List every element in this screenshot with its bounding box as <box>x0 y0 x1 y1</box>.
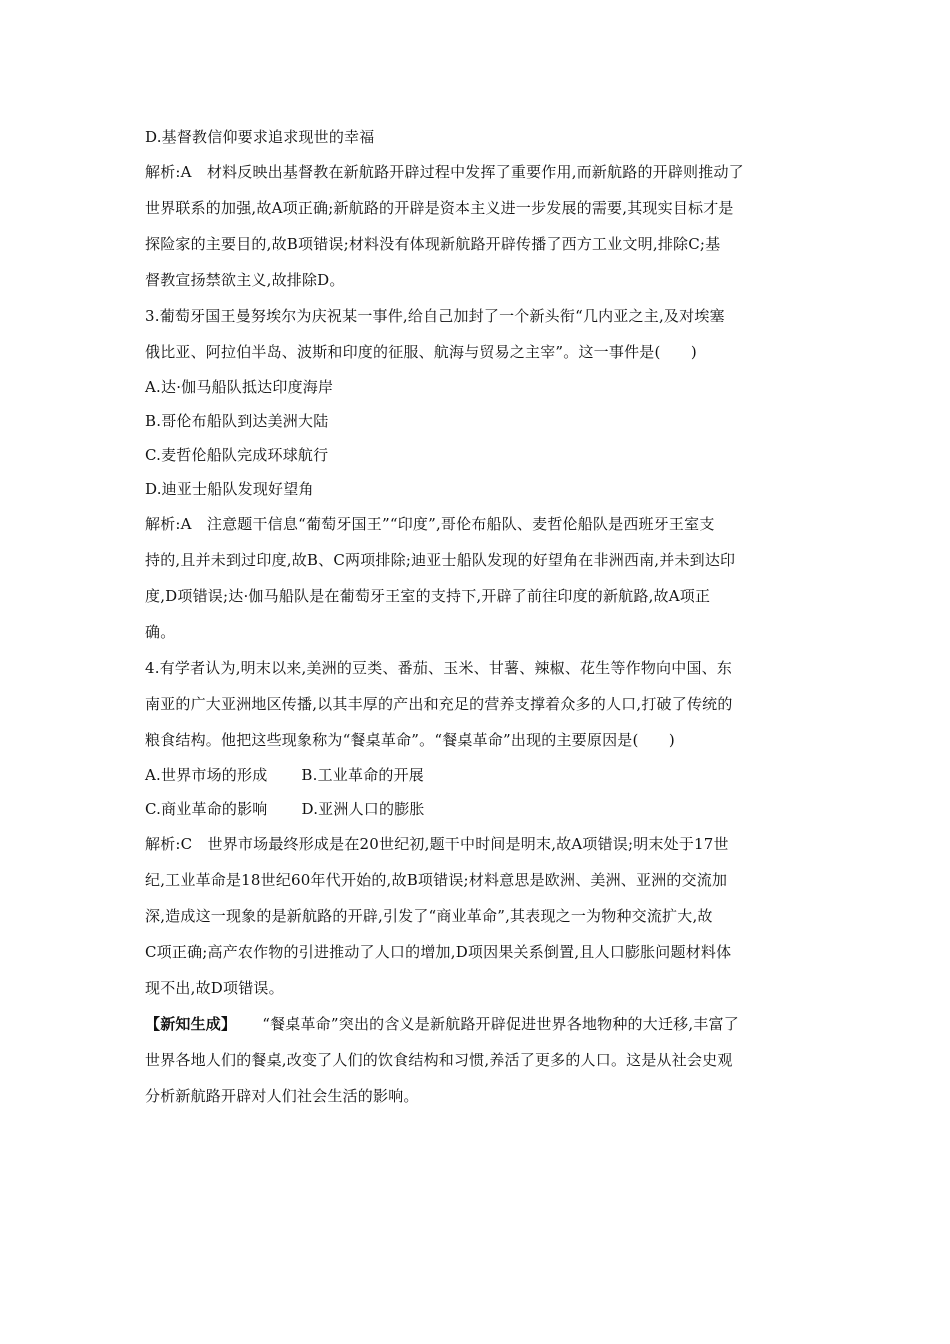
analysis-line: 解析:A 注意题干信息“葡萄牙国王”“印度”,哥伦布船队、麦哲伦船队是西班牙王室支 <box>145 515 715 533</box>
option-d: D.迪亚士船队发现好望角 <box>145 480 314 498</box>
analysis-line: 探险家的主要目的,故B项错误;材料没有体现新航路开辟传播了西方工业文明,排除C;基 <box>145 235 721 253</box>
option-c: C.麦哲伦船队完成环球航行 <box>145 446 329 464</box>
new-knowledge-line: 世界各地人们的餐桌,改变了人们的饮食结构和习惯,养活了更多的人口。这是从社会史观 <box>145 1051 733 1069</box>
analysis-line: 督教宣扬禁欲主义,故排除D。 <box>145 271 345 289</box>
new-knowledge-line: 分析新航路开辟对人们社会生活的影响。 <box>145 1087 419 1105</box>
question-3 <box>145 298 815 650</box>
option-d: D.亚洲人口的膨胀 <box>301 800 425 818</box>
section-tag: 【新知生成】 <box>145 1015 237 1033</box>
option-b: B.哥伦布船队到达美洲大陆 <box>145 412 329 430</box>
analysis-line: 持的,且并未到过印度,故B、C两项排除;迪亚士船队发现的好望角在非洲西南,并未到达印 <box>145 551 736 569</box>
analysis-line: 度,D项错误;达·伽马船队是在葡萄牙王室的支持下,开辟了前往印度的新航路,故A项正 <box>145 587 711 605</box>
analysis-line: 确。 <box>145 623 176 641</box>
option-c: C.商业革命的影响 <box>145 800 268 818</box>
analysis-block-1 <box>145 154 815 298</box>
analysis-line: 现不出,故D项错误。 <box>145 979 284 997</box>
document-page <box>145 120 815 1114</box>
question-stem-line: 粮食结构。他把这些现象称为“餐桌革命”。“餐桌革命”出现的主要原因是( ) <box>145 731 675 749</box>
analysis-line: C项正确;高产农作物的引进推动了人口的增加,D项因果关系倒置,且人口膨胀问题材料体 <box>145 943 732 961</box>
options-row-2 <box>145 792 815 826</box>
question-stem-line: 南亚的广大亚洲地区传播,以其丰厚的产出和充足的营养支撑着众多的人口,打破了传统的 <box>145 695 733 713</box>
analysis-line: 深,造成这一现象的是新航路的开辟,引发了“商业革命”,其表现之一为物种交流扩大,故 <box>145 907 713 925</box>
question-stem-line: 俄比亚、阿拉伯半岛、波斯和印度的征服、航海与贸易之主宰”。这一事件是( ) <box>145 343 697 361</box>
question-stem-line: 4.有学者认为,明末以来,美洲的豆类、番茄、玉米、甘薯、辣椒、花生等作物向中国、东 <box>145 659 733 677</box>
option-a: A.世界市场的形成 <box>145 766 268 784</box>
new-knowledge-text: “餐桌革命”突出的含义是新航路开辟促进世界各地物种的大迁移,丰富了 <box>262 1015 739 1033</box>
option-a: A.达·伽马船队抵达印度海岸 <box>145 378 334 396</box>
analysis-line: 纪,工业革命是18世纪60年代开始的,故B项错误;材料意思是欧洲、美洲、亚洲的交流加 <box>145 871 728 889</box>
question-4 <box>145 650 815 1006</box>
option-b: B.工业革命的开展 <box>301 766 424 784</box>
new-knowledge-block <box>145 1006 815 1114</box>
analysis-line: 解析:C 世界市场最终形成是在20世纪初,题干中时间是明末,故A项错误;明末处于17世 <box>145 835 729 853</box>
question-stem-line: 3.葡萄牙国王曼努埃尔为庆祝某一事件,给自己加封了一个新头衔“几内亚之主,及对埃塞 <box>145 307 725 325</box>
analysis-line: 解析:A 材料反映出基督教在新航路开辟过程中发挥了重要作用,而新航路的开辟则推动了 <box>145 163 744 181</box>
options-row-1 <box>145 758 815 792</box>
new-knowledge-line <box>145 1006 815 1042</box>
analysis-line: 世界联系的加强,故A项正确;新航路的开辟是资本主义进一步发展的需要,其现实目标才是 <box>145 199 734 217</box>
option-d-text: D.基督教信仰要求追求现世的幸福 <box>145 128 375 146</box>
